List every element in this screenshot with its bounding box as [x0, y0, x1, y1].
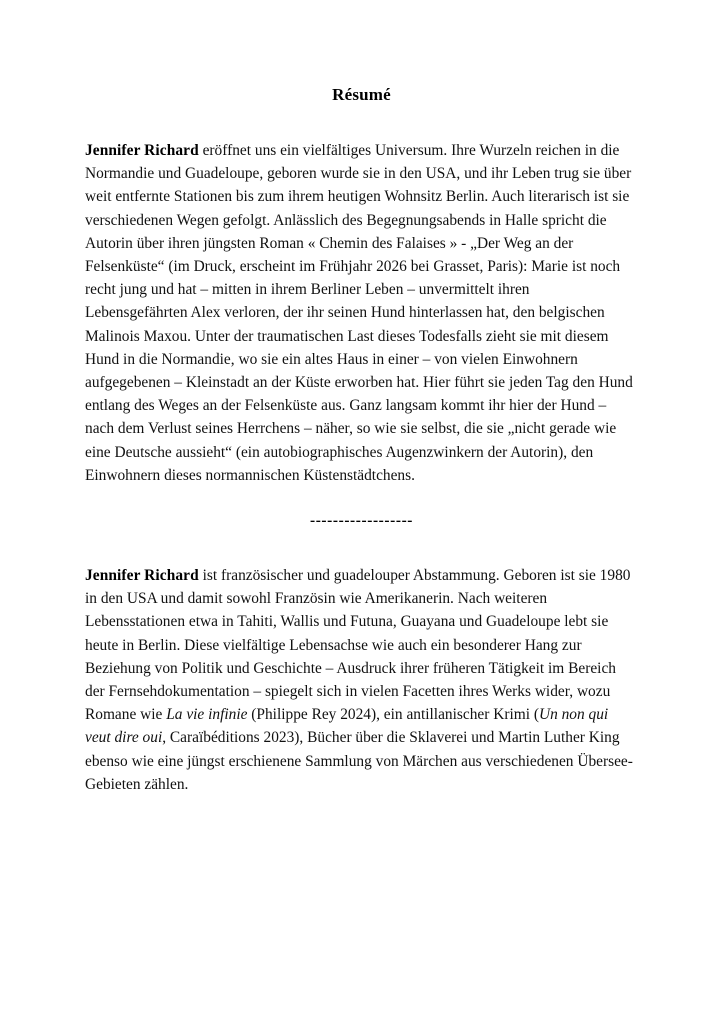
paragraph-two-part-4: , Caraïbéditions 2023), Bücher über die Sklaverei und Martin Luther King ebenso wie eine jüngst erschienene Sammlung von Märchen aus verschiedenen Übersee-Gebieten zählen.: [85, 729, 633, 793]
section-divider: [0, 511, 723, 531]
divider-dashes: ------------------: [309, 512, 414, 529]
book-title-la-vie-infinie: La vie infinie: [166, 706, 248, 724]
lead-author-name-one: Jennifer Richard: [85, 142, 199, 159]
section-two: [85, 564, 637, 796]
paragraph-one-body: eröffnet uns ein vielfältiges Universum. Ihre Wurzeln reichen in die Normandie und Guadeloupe, geboren wurde sie in den USA, und ihr Leben trug sie über weit entfernte Stationen bis zum ihrem heutigen Wohnsitz Berlin. Auch literarisch ist sie verschiedenen Wegen gefolgt. Anlässlich des Begegnungsabends in Halle spricht die Autorin über ihren jüngsten Roman « Chemin des Falaises » - „Der Weg an der Felsenküste“ (im Druck, erscheint im Frühjahr 2026 bei Grasset, Paris): Marie ist noch recht jung und hat – mitten in ihrem Berliner Leben – unvermittelt ihren Lebensgefährten Alex verloren, der ihr seinen Hund hinterlassen hat, den belgischen Malinois Maxou. Unter der traumatischen Last dieses Todesfalls zieht sie mit diesem Hund in die Normandie, wo sie ein altes Haus in einer – von vielen Einwohnern aufgegebenen – Kleinstadt an der Küste erworben hat. Hier führt sie jeden Tag den Hund entlang des Weges an der Felsenküste aus. Ganz langsam kommt ihr hier der Hund – nach dem Verlust seines Herrchens – näher, so wie sie selbst, die sie „nicht gerade wie eine Deutsche aussieht“ (ein autobiographisches Augenzwinkern der Autorin), den Einwohnern dieses normannischen Küstenstädtchens.: [85, 142, 633, 484]
paragraph-two: [85, 564, 637, 796]
paragraph-one: [85, 139, 635, 487]
book-title-un-non-qui-veut-dire-oui: Un non qui veut dire oui: [85, 706, 609, 747]
paragraph-two-part-0: ist französischer und guadelouper Abstammung. Geboren ist sie 1980 in den USA und damit sowohl Französin wie Amerikanerin. Nach weiteren Lebensstationen etwa in Tahiti, Wallis und Futuna, Guayana und Guadeloupe lebt sie heute in Berlin. Diese vielfältige Lebensachse wie auch ein besonderer Hang zur Beziehung von Politik und Geschichte – Ausdruck ihrer früheren Tätigkeit im Bereich der Fernsehdokumentation – spiegelt sich in vielen Facetten ihres Werks wider, wozu Romane wie: [85, 567, 631, 724]
paragraph-two-part-2: (Philippe Rey 2024), ein antillanischer Krimi (: [247, 706, 539, 724]
lead-author-name-two: Jennifer Richard: [85, 567, 199, 584]
page-title: Résumé: [332, 85, 391, 104]
section-one: [85, 139, 635, 487]
